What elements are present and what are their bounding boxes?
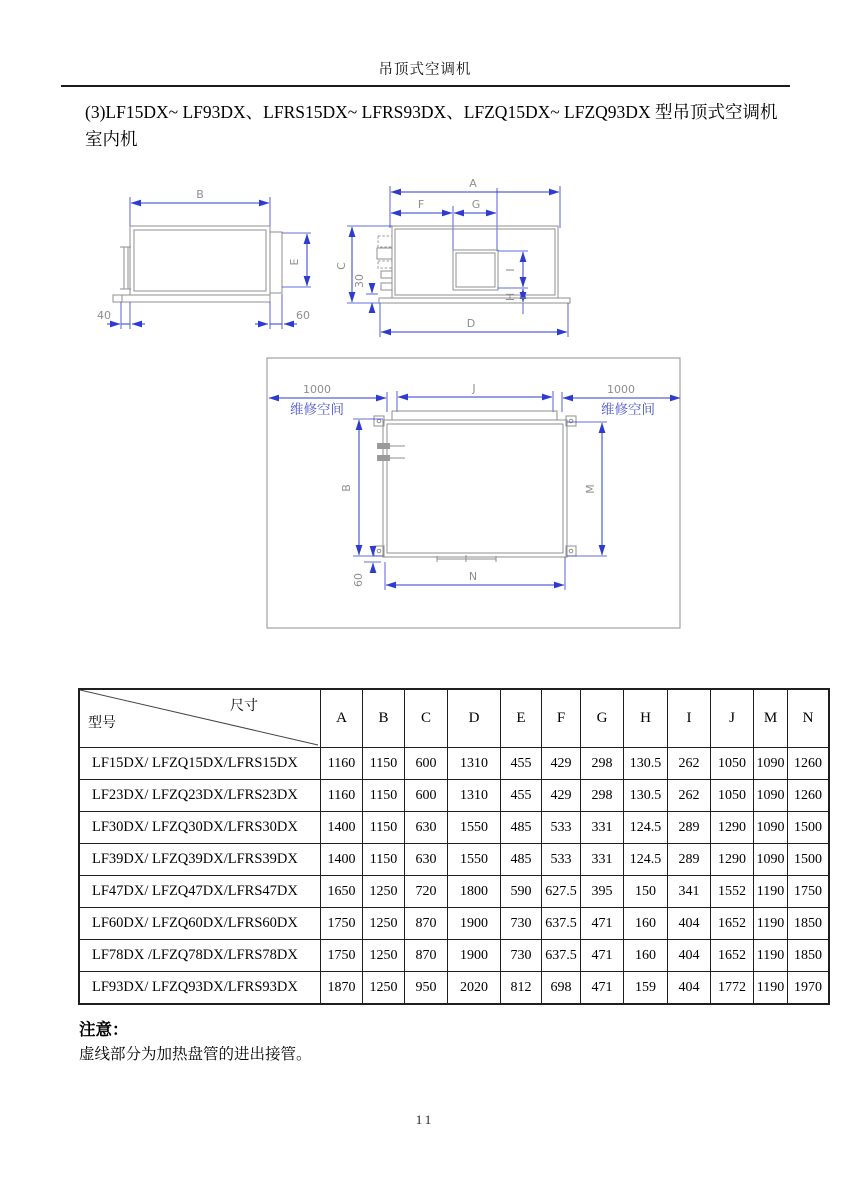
value-cell: 1190 [754, 876, 788, 908]
front-view-drawing [335, 177, 570, 337]
value-cell: 485 [501, 844, 542, 876]
dim-label-G: G [471, 198, 481, 211]
value-cell: 1772 [711, 972, 754, 1005]
model-cell: LF30DX/ LFZQ30DX/LFRS30DX [79, 812, 321, 844]
column-header-J: J [711, 689, 754, 748]
value-cell: 1850 [788, 940, 830, 972]
value-cell: 289 [668, 812, 711, 844]
value-cell: 471 [581, 940, 624, 972]
value-cell: 630 [405, 844, 448, 876]
value-cell: 1050 [711, 780, 754, 812]
value-cell: 1160 [321, 748, 363, 780]
corner-label-model: 型号 [88, 716, 116, 731]
model-cell: LF78DX /LFZQ78DX/LFRS78DX [79, 940, 321, 972]
value-cell: 2020 [448, 972, 501, 1005]
table-row [79, 972, 829, 1005]
value-cell: 730 [501, 908, 542, 940]
model-cell: LF39DX/ LFZQ39DX/LFRS39DX [79, 844, 321, 876]
side-duct-stub [270, 232, 282, 293]
value-cell: 395 [581, 876, 624, 908]
value-cell: 1500 [788, 812, 830, 844]
notes-body: 虚线部分为加热盘管的进出接管。 [79, 1045, 312, 1063]
value-cell: 471 [581, 908, 624, 940]
model-cell: LF15DX/ LFZQ15DX/LFRS15DX [79, 748, 321, 780]
value-cell: 1800 [448, 876, 501, 908]
value-cell: 870 [405, 908, 448, 940]
column-header-F: F [542, 689, 581, 748]
value-cell: 1150 [363, 812, 405, 844]
dim-label-J: J [472, 382, 476, 395]
running-header: 吊顶式空调机 [378, 62, 472, 78]
table-row [79, 748, 829, 780]
value-cell: 1190 [754, 940, 788, 972]
value-cell: 130.5 [624, 748, 668, 780]
column-header-E: E [501, 689, 542, 748]
value-cell: 1750 [788, 876, 830, 908]
value-cell: 1550 [448, 844, 501, 876]
column-header-C: C [405, 689, 448, 748]
value-cell: 600 [405, 748, 448, 780]
dim-label-N: N [468, 570, 478, 583]
notes-block [79, 1018, 679, 1066]
value-cell: 1160 [321, 780, 363, 812]
value-cell: 160 [624, 940, 668, 972]
value-cell: 1652 [711, 908, 754, 940]
value-cell: 1970 [788, 972, 830, 1005]
model-cell: LF93DX/ LFZQ93DX/LFRS93DX [79, 972, 321, 1005]
value-cell: 262 [668, 748, 711, 780]
mounting-brackets [374, 416, 576, 556]
value-cell: 1650 [321, 876, 363, 908]
service-space-right-label: 维修空间 [601, 402, 655, 417]
column-header-N: N [788, 689, 830, 748]
table-row [79, 812, 829, 844]
dim-label-1000-left: 1000 [303, 383, 331, 396]
value-cell: 590 [501, 876, 542, 908]
model-cell: LF47DX/ LFZQ47DX/LFRS47DX [79, 876, 321, 908]
value-cell: 455 [501, 780, 542, 812]
table-body [79, 748, 829, 1005]
front-outlet-square [453, 250, 498, 290]
table-row [79, 940, 829, 972]
service-space-left-label: 维修空间 [290, 402, 344, 417]
page-number: 11 [415, 1112, 435, 1127]
column-header-I: I [668, 689, 711, 748]
value-cell: 1250 [363, 940, 405, 972]
value-cell: 160 [624, 908, 668, 940]
value-cell: 1550 [448, 812, 501, 844]
column-header-M: M [754, 689, 788, 748]
value-cell: 404 [668, 940, 711, 972]
value-cell: 262 [668, 780, 711, 812]
column-header-D: D [448, 689, 501, 748]
value-cell: 341 [668, 876, 711, 908]
table-row [79, 908, 829, 940]
value-cell: 1310 [448, 748, 501, 780]
value-cell: 812 [501, 972, 542, 1005]
value-cell: 1190 [754, 908, 788, 940]
value-cell: 429 [542, 780, 581, 812]
value-cell: 1900 [448, 908, 501, 940]
corner-diagonal-line [80, 690, 320, 747]
value-cell: 600 [405, 780, 448, 812]
value-cell: 1250 [363, 972, 405, 1005]
column-header-H: H [624, 689, 668, 748]
value-cell: 124.5 [624, 812, 668, 844]
value-cell: 730 [501, 940, 542, 972]
value-cell: 404 [668, 908, 711, 940]
section-title-line2: 室内机 [85, 129, 138, 150]
value-cell: 950 [405, 972, 448, 1005]
dim-label-M: M [584, 484, 597, 494]
value-cell: 1090 [754, 844, 788, 876]
value-cell: 1250 [363, 876, 405, 908]
value-cell: 1260 [788, 748, 830, 780]
table-row [79, 844, 829, 876]
value-cell: 1400 [321, 812, 363, 844]
value-cell: 870 [405, 940, 448, 972]
value-cell: 124.5 [624, 844, 668, 876]
table-row [79, 780, 829, 812]
value-cell: 429 [542, 748, 581, 780]
value-cell: 130.5 [624, 780, 668, 812]
value-cell: 1850 [788, 908, 830, 940]
dim-label-C: C [335, 262, 348, 270]
value-cell: 1090 [754, 748, 788, 780]
value-cell: 637.5 [542, 908, 581, 940]
value-cell: 1260 [788, 780, 830, 812]
value-cell: 1250 [363, 908, 405, 940]
plan-duct-strip [392, 411, 557, 420]
value-cell: 298 [581, 748, 624, 780]
value-cell: 159 [624, 972, 668, 1005]
value-cell: 1652 [711, 940, 754, 972]
value-cell: 533 [542, 844, 581, 876]
dimensions-table [78, 688, 830, 1005]
value-cell: 533 [542, 812, 581, 844]
side-left-flange [124, 247, 128, 289]
value-cell: 1090 [754, 780, 788, 812]
side-view-drawing [97, 188, 311, 329]
dim-label-A: A [469, 177, 477, 190]
value-cell: 150 [624, 876, 668, 908]
front-bottom-panel [379, 298, 570, 303]
dim-label-B-plan: B [340, 484, 353, 492]
value-cell: 1150 [363, 780, 405, 812]
dim-label-60-plan: 60 [352, 573, 365, 587]
table-row [79, 876, 829, 908]
value-cell: 331 [581, 844, 624, 876]
dim-label-B-side: B [196, 188, 204, 201]
section-title-line1: (3)LF15DX~ LF93DX、LFRS15DX~ LFRS93DX、LFZQ15DX~ LFZQ93DX 型吊顶式空调机 [85, 102, 778, 122]
dim-label-40: 40 [97, 309, 111, 322]
dim-label-E: E [288, 258, 301, 266]
value-cell: 485 [501, 812, 542, 844]
value-cell: 1150 [363, 844, 405, 876]
value-cell: 630 [405, 812, 448, 844]
value-cell: 1750 [321, 908, 363, 940]
value-cell: 1500 [788, 844, 830, 876]
column-header-A: A [321, 689, 363, 748]
value-cell: 1290 [711, 812, 754, 844]
dim-label-H: H [504, 292, 517, 302]
value-cell: 1870 [321, 972, 363, 1005]
value-cell: 404 [668, 972, 711, 1005]
value-cell: 698 [542, 972, 581, 1005]
value-cell: 637.5 [542, 940, 581, 972]
side-view-body [130, 226, 270, 295]
value-cell: 1310 [448, 780, 501, 812]
dim-label-1000-right: 1000 [607, 383, 635, 396]
dim-label-30: 30 [353, 274, 366, 288]
model-cell: LF60DX/ LFZQ60DX/LFRS60DX [79, 908, 321, 940]
value-cell: 289 [668, 844, 711, 876]
side-bottom-panel [113, 295, 270, 302]
model-cell: LF23DX/ LFZQ23DX/LFRS23DX [79, 780, 321, 812]
value-cell: 1290 [711, 844, 754, 876]
dim-label-I: I [504, 268, 517, 272]
value-cell: 471 [581, 972, 624, 1005]
value-cell: 1150 [363, 748, 405, 780]
heating-pipe-dashed [378, 236, 392, 247]
dim-label-F: F [417, 198, 425, 211]
corner-label-size: 尺寸 [230, 699, 258, 714]
dim-label-D: D [466, 317, 476, 330]
dim-label-60-side: 60 [296, 309, 310, 322]
value-cell: 1900 [448, 940, 501, 972]
value-cell: 720 [405, 876, 448, 908]
value-cell: 331 [581, 812, 624, 844]
value-cell: 298 [581, 780, 624, 812]
value-cell: 627.5 [542, 876, 581, 908]
column-header-B: B [363, 689, 405, 748]
value-cell: 1190 [754, 972, 788, 1005]
plan-pipes [377, 443, 405, 461]
value-cell: 455 [501, 748, 542, 780]
value-cell: 1050 [711, 748, 754, 780]
plan-view-drawing [267, 358, 680, 628]
plan-view-body [383, 420, 567, 557]
value-cell: 1090 [754, 812, 788, 844]
value-cell: 1552 [711, 876, 754, 908]
value-cell: 1400 [321, 844, 363, 876]
table-head [79, 689, 829, 748]
plan-bottom-detail [437, 555, 496, 562]
notes-heading: 注意： [79, 1020, 129, 1039]
column-header-G: G [581, 689, 624, 748]
table-corner-cell [79, 689, 321, 748]
value-cell: 1750 [321, 940, 363, 972]
